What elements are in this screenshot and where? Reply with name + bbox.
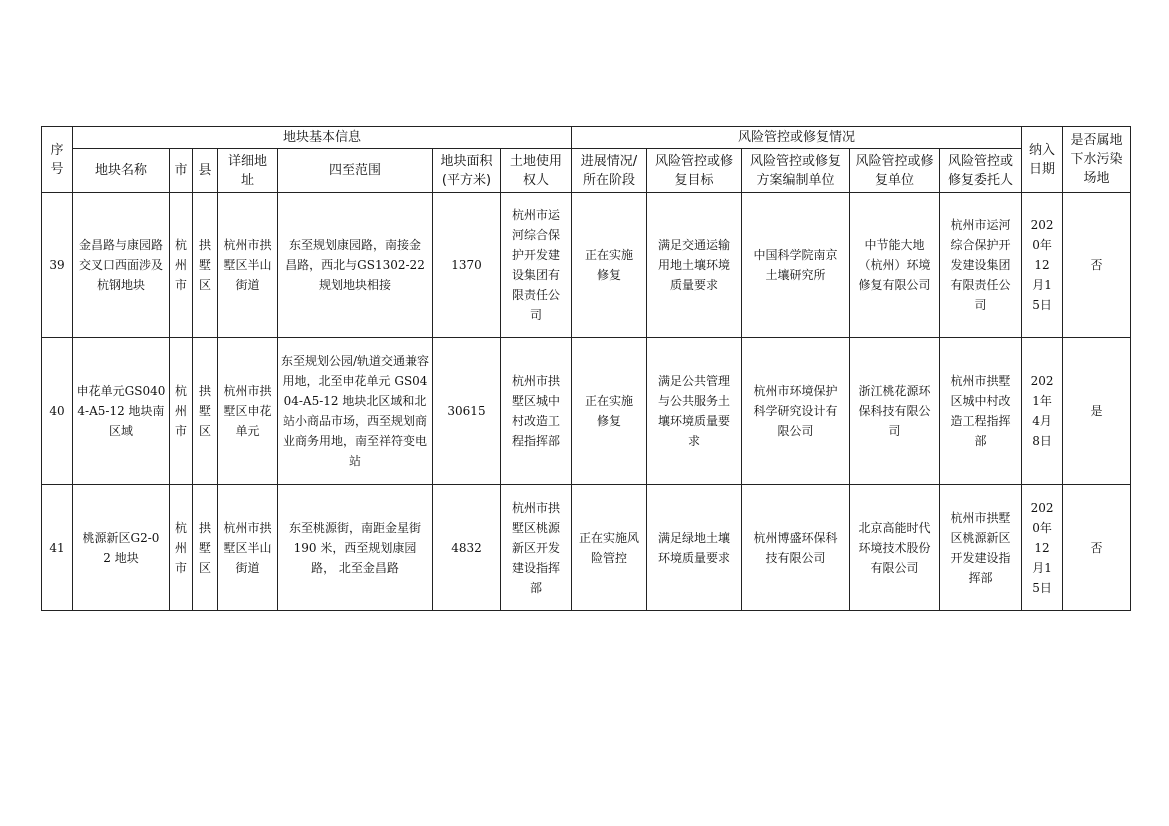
cell-commissioner: 杭州市拱墅区城中村改造工程指挥部 [940,338,1022,485]
cell-boundary: 东至规划公园/轨道交通兼容用地，北至申花单元 GS0404-A5-12 地块北区域和北站小商品市场，西至规划商业商务用地，南至祥符变电站 [278,338,433,485]
cell-remediation-unit: 中节能大地（杭州）环境修复有限公司 [850,193,940,338]
cell-seq: 40 [42,338,73,485]
cell-plan-unit: 杭州博盛环保科技有限公司 [742,485,850,611]
cell-include-date: 2020年12月15日 [1022,485,1063,611]
header-plot-name: 地块名称 [73,149,170,193]
header-boundary: 四至范围 [278,149,433,193]
header-target: 风险管控或修复目标 [647,149,742,193]
header-address: 详细地址 [218,149,278,193]
header-basic-info: 地块基本信息 [73,127,572,149]
cell-progress: 正在实施修复 [572,193,647,338]
header-include-date: 纳入日期 [1022,127,1063,193]
cell-remediation-unit: 北京高能时代环境技术股份有限公司 [850,485,940,611]
cell-target: 满足交通运输用地土壤环境质量要求 [647,193,742,338]
cell-plot-name: 金昌路与康园路交叉口西面涉及杭钢地块 [73,193,170,338]
header-row-2 [42,149,1131,193]
cell-address: 杭州市拱墅区半山街道 [218,485,278,611]
cell-groundwater: 否 [1063,485,1131,611]
cell-seq: 41 [42,485,73,611]
cell-county: 拱墅区 [193,485,218,611]
cell-address: 杭州市拱墅区半山街道 [218,193,278,338]
header-remediation-unit: 风险管控或修复单位 [850,149,940,193]
header-row-1 [42,127,1131,149]
cell-plan-unit: 杭州市环境保护科学研究设计有限公司 [742,338,850,485]
cell-include-date: 2020年12月15日 [1022,193,1063,338]
cell-county: 拱墅区 [193,338,218,485]
cell-plot-name: 桃源新区G2-02 地块 [73,485,170,611]
header-progress: 进展情况/所在阶段 [572,149,647,193]
header-land-user: 土地使用权人 [501,149,572,193]
header-county: 县 [193,149,218,193]
cell-target: 满足公共管理与公共服务土壤环境质量要求 [647,338,742,485]
header-area: 地块面积(平方米) [433,149,501,193]
cell-land-user: 杭州市拱墅区桃源新区开发建设指挥部 [501,485,572,611]
cell-address: 杭州市拱墅区申花单元 [218,338,278,485]
header-city: 市 [170,149,193,193]
cell-plan-unit: 中国科学院南京土壤研究所 [742,193,850,338]
cell-commissioner: 杭州市拱墅区桃源新区开发建设指挥部 [940,485,1022,611]
cell-land-user: 杭州市运河综合保护开发建设集团有限责任公司 [501,193,572,338]
cell-target: 满足绿地土壤环境质量要求 [647,485,742,611]
cell-land-user: 杭州市拱墅区城中村改造工程指挥部 [501,338,572,485]
table-row [42,338,1131,485]
cell-groundwater: 否 [1063,193,1131,338]
cell-progress: 正在实施修复 [572,338,647,485]
cell-include-date: 2021年4月8日 [1022,338,1063,485]
cell-boundary: 东至规划康园路，南接金昌路，西北与GS1302-22 规划地块相接 [278,193,433,338]
cell-area: 30615 [433,338,501,485]
cell-progress: 正在实施风险管控 [572,485,647,611]
header-commissioner: 风险管控或修复委托人 [940,149,1022,193]
cell-city: 杭州市 [170,193,193,338]
cell-boundary: 东至桃源街，南距金星街 190 米，西至规划康园路， 北至金昌路 [278,485,433,611]
cell-remediation-unit: 浙江桃花源环保科技有限公司 [850,338,940,485]
cell-area: 4832 [433,485,501,611]
cell-city: 杭州市 [170,338,193,485]
cell-city: 杭州市 [170,485,193,611]
cell-area: 1370 [433,193,501,338]
header-plan-unit: 风险管控或修复方案编制单位 [742,149,850,193]
cell-commissioner: 杭州市运河综合保护开发建设集团有限责任公司 [940,193,1022,338]
registry-table [41,126,1131,611]
header-risk-info: 风险管控或修复情况 [572,127,1022,149]
table-row [42,485,1131,611]
table-row [42,193,1131,338]
cell-plot-name: 申花单元GS0404-A5-12 地块南区域 [73,338,170,485]
cell-groundwater: 是 [1063,338,1131,485]
header-seq: 序号 [42,127,73,193]
header-groundwater: 是否属地下水污染场地 [1063,127,1131,193]
cell-seq: 39 [42,193,73,338]
cell-county: 拱墅区 [193,193,218,338]
